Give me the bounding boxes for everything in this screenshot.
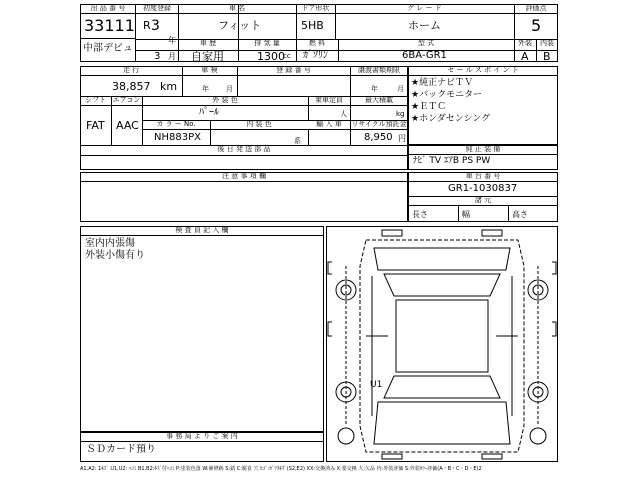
color-label: 外 装 色 bbox=[212, 96, 238, 104]
reg-month-unit: 月 bbox=[168, 52, 176, 61]
int-color-unit: 系 bbox=[294, 137, 301, 145]
cc-label: 排 気 量 bbox=[254, 39, 280, 47]
int-label: 内装 bbox=[540, 39, 554, 47]
chassis-label: 車 台 番 号 bbox=[465, 172, 501, 180]
debut-text: 中部デビュ bbox=[83, 43, 133, 54]
inspector-line-2: 外装小傷有り bbox=[85, 250, 145, 261]
car-diagram bbox=[326, 226, 558, 462]
color-no-label: カ ラ ー No. bbox=[156, 120, 196, 128]
sales-point-2: ★バックモニター bbox=[411, 90, 483, 100]
int-score: B bbox=[543, 50, 551, 63]
score: 5 bbox=[531, 16, 542, 35]
fuel: ｶﾞｿﾘﾝ bbox=[303, 50, 328, 61]
shift-label: シフト bbox=[85, 96, 106, 104]
size-height: 高さ bbox=[512, 210, 528, 219]
era: R bbox=[143, 19, 151, 32]
inspection-month-unit: 月 bbox=[226, 85, 233, 93]
doors-label: ドア形状 bbox=[301, 4, 330, 12]
ext-score: A bbox=[521, 50, 529, 63]
lot-number: 33111 bbox=[84, 16, 135, 35]
size-label: 諸 元 bbox=[474, 196, 492, 204]
doors: 5HB bbox=[301, 19, 324, 32]
mileage: 38,857 bbox=[112, 80, 151, 93]
int-color-label: 内 装 色 bbox=[246, 120, 272, 128]
score-label: 評価点 bbox=[525, 4, 547, 12]
capacity-label: 乗車定員 bbox=[315, 96, 343, 104]
color: ﾊﾟｰﾙ bbox=[199, 107, 219, 118]
office-text: ＳＤカード預り bbox=[86, 444, 156, 455]
usage-label: 車 歴 bbox=[199, 39, 217, 47]
inspector-label: 検 査 員 記 入 欄 bbox=[175, 226, 229, 234]
grade-label: グ レ ー ド bbox=[407, 4, 442, 12]
damage-mark-u1: U1 bbox=[370, 380, 383, 390]
ac: AAC bbox=[116, 119, 139, 132]
ext-label: 外装 bbox=[518, 39, 532, 47]
car-name: フィット bbox=[218, 19, 262, 32]
inspection-year-unit: 年 bbox=[202, 85, 209, 93]
cc: 1300 bbox=[257, 50, 285, 63]
sales-point-3: ★ＥＴＣ bbox=[411, 102, 447, 112]
mileage-label: 走 行 bbox=[122, 66, 140, 74]
inspector-line-1: 室内内張傷 bbox=[85, 238, 135, 249]
recycle-fee: 8,950 bbox=[364, 132, 393, 143]
recycle-date-month-unit: 月 bbox=[397, 85, 404, 93]
sales-point-1: ★純正ナビＴＶ bbox=[411, 78, 474, 88]
mileage-unit: km bbox=[160, 80, 178, 93]
usage: 自家用 bbox=[191, 50, 224, 63]
notes-label: 注 意 事 項 欄 bbox=[222, 172, 266, 180]
ac-label: エアコン bbox=[112, 96, 141, 104]
sales-point-4: ★ホンダセンシング bbox=[411, 114, 491, 124]
size-width: 幅 bbox=[462, 210, 470, 219]
recycle-date-year-unit: 年 bbox=[371, 85, 378, 93]
inspection-label: 車 検 bbox=[201, 66, 218, 74]
fuel-label: 燃 料 bbox=[308, 39, 326, 47]
footer-legend: A1,A2: 1ｷｽﾞ U1,U2: ﾍｺﾐ B1,B2:ｷｽﾞ付ﾍｺﾐ P:塗装色落 W:補修跡 S:錆 C:腐食 穴 ﾋｺﾞ:ｶﾞﾗｽｷｽﾞ(S2,E2) XX:交換済み X:要交換 大:欠品 内:外装評価 S:外装ｶﾗｰ評価(A・B・C・D・E)2 bbox=[80, 466, 482, 472]
recycle-unit: 円 bbox=[398, 134, 406, 143]
equipment-value: ﾅﾋﾞ TV ｴｱB PS PW bbox=[413, 156, 491, 166]
reg-month: 3 bbox=[154, 51, 161, 62]
equipment-label: 純 正 装 備 bbox=[465, 145, 501, 153]
recycle-date-label: 譲渡書類期限 bbox=[358, 66, 400, 74]
model: 6BA-GR1 bbox=[402, 50, 447, 61]
capacity-unit: 人 bbox=[340, 110, 347, 118]
size-length: 長さ bbox=[412, 210, 428, 219]
reg-year: 3 bbox=[151, 18, 160, 34]
sales-label: セ ー ル ス ポ イ ン ト bbox=[447, 66, 519, 74]
model-label: 型 式 bbox=[417, 39, 435, 47]
chassis-number: GR1-1030837 bbox=[448, 183, 518, 194]
office-label: 事 務 局 よ り ご 案 内 bbox=[166, 432, 238, 440]
grade: ホーム bbox=[408, 19, 441, 32]
lot-label: 出 品 番 号 bbox=[90, 4, 126, 12]
car-name-label: 車 名 bbox=[228, 4, 246, 12]
recycle-label: リサイクル預託金 bbox=[351, 120, 407, 128]
reg-year-unit: 年 bbox=[168, 36, 176, 45]
color-no: NH883PX bbox=[154, 132, 201, 143]
reg-no-label: 登 録 番 号 bbox=[276, 66, 311, 74]
parts-label: 後 日 発 送 部 品 bbox=[217, 145, 271, 153]
first-reg-label: 初度登録 bbox=[143, 4, 171, 12]
shift: FAT bbox=[86, 119, 105, 132]
cc-unit: cc bbox=[283, 52, 291, 60]
import-label: 輸 入 車 bbox=[316, 120, 342, 128]
load-label: 最大積載 bbox=[365, 96, 393, 104]
load-unit: kg bbox=[396, 110, 405, 118]
